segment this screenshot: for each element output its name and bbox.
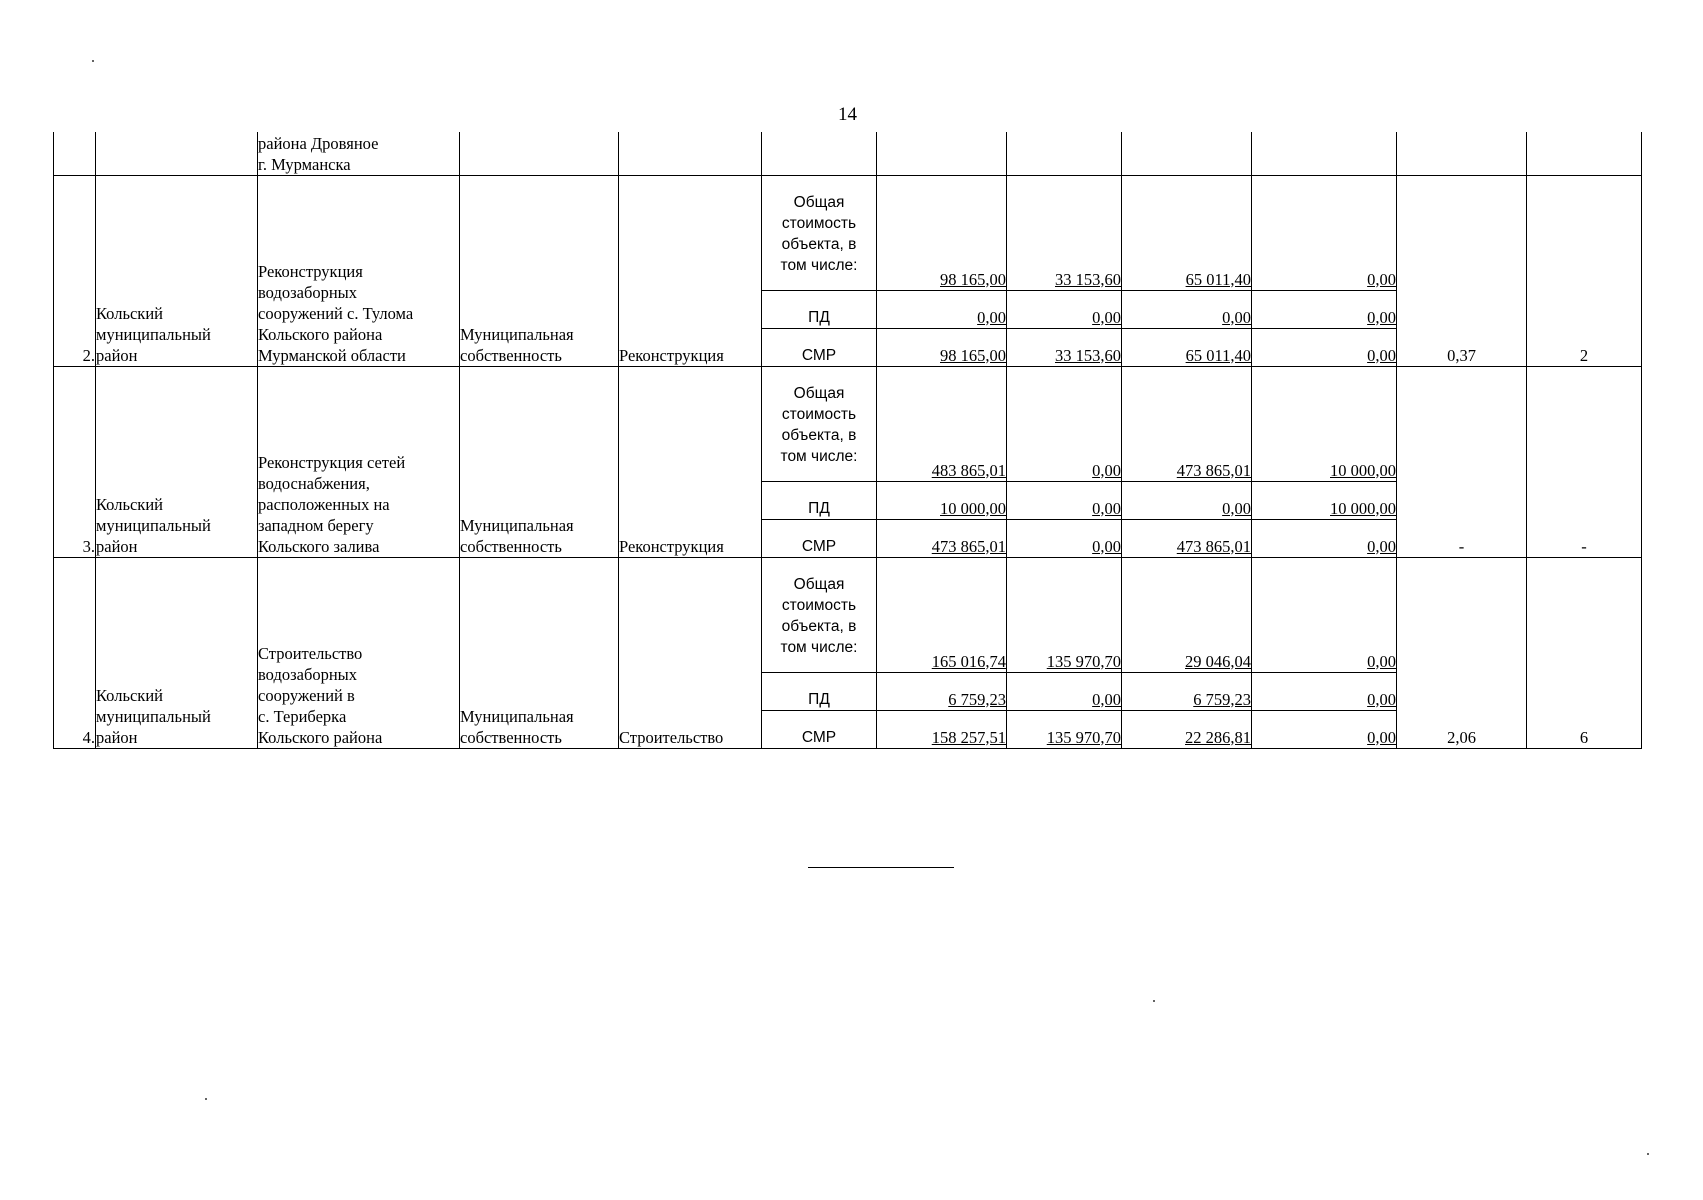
amount: 10 000,00 [1330,498,1396,518]
amount: 473 865,01 [931,536,1006,556]
cost-type-line: Общая [793,193,845,211]
federal-budget-value [1007,328,1122,366]
table-row [54,366,1642,481]
federal-budget-value [1007,366,1122,481]
total-cost-value [877,710,1007,748]
amount: 10 000,00 [1330,460,1396,480]
cost-type-line: том числе: [780,638,858,656]
investment-objects-table [53,132,1642,749]
cost-type-line: объекта, в [781,235,857,253]
page-number: 14 [838,104,857,125]
amount: 6 759,23 [1193,689,1251,709]
work-type-cell: Реконструкция [619,175,762,366]
amount: 0,00 [1367,651,1396,671]
amount: 0,00 [1092,536,1121,556]
amount: 0,00 [1367,307,1396,327]
amount: 135 970,70 [1046,727,1121,747]
federal-budget-value [1007,710,1122,748]
municipality-line: Кольский [96,494,163,514]
regional-budget-value [1122,557,1252,672]
amount: 135 970,70 [1046,651,1121,671]
cost-type-cell [762,557,877,672]
amount: 98 165,00 [940,345,1006,365]
continued-object-name [258,132,460,175]
amount: 0,00 [1092,689,1121,709]
count-cell: - [1527,366,1642,557]
object-name-line: Строительство [258,643,363,663]
cost-type-line: ПД [808,499,830,517]
cost-type-line: ПД [808,690,830,708]
local-budget-value [1252,672,1397,710]
cost-type-cell [762,519,877,557]
table-row [54,175,1642,290]
cost-type-cell [762,672,877,710]
object-name-line: водоснабжения, [258,473,370,493]
scan-speck [205,1098,207,1100]
municipality-line: Кольский [96,685,163,705]
amount: 0,00 [1367,536,1396,556]
object-name-line: расположенных на [258,494,390,514]
regional-budget-value [1122,366,1252,481]
row-number: 4. [54,557,96,748]
amount: 22 286,81 [1185,727,1251,747]
total-cost-value [877,328,1007,366]
continuation-line: района Дровяное [258,133,379,153]
regional-budget-value [1122,672,1252,710]
scan-speck [1647,1153,1649,1155]
cost-type-cell [762,710,877,748]
amount: 473 865,01 [1176,460,1251,480]
federal-budget-value [1007,290,1122,328]
local-budget-value [1252,366,1397,481]
cost-type-line: Общая [793,575,845,593]
scan-speck [92,60,94,62]
amount: 6 759,23 [948,689,1006,709]
cost-type-line: стоимость [781,405,857,423]
regional-budget-value [1122,175,1252,290]
total-cost-value [877,519,1007,557]
local-budget-value [1252,328,1397,366]
regional-budget-value [1122,519,1252,557]
amount: 33 153,60 [1055,269,1121,289]
amount: 0,00 [1367,689,1396,709]
municipality-line: муниципальный [96,324,211,344]
cost-type-line: том числе: [780,256,858,274]
municipality-cell [96,175,258,366]
scan-speck [1153,1000,1155,1002]
federal-budget-value [1007,672,1122,710]
object-name-line: Кольского района [258,324,383,344]
amount: 0,00 [1367,727,1396,747]
cost-type-line: СМР [801,537,837,555]
regional-budget-value [1122,328,1252,366]
amount: 165 016,74 [931,651,1006,671]
ownership-line: собственность [460,345,562,365]
municipality-line: район [96,536,138,556]
cost-type-line: ПД [808,308,830,326]
municipality-line: район [96,727,138,747]
amount: 0,00 [1367,269,1396,289]
amount: 0,00 [977,307,1006,327]
total-cost-value [877,481,1007,519]
local-budget-value [1252,175,1397,290]
amount: 10 000,00 [940,498,1006,518]
continuation-line: г. Мурманска [258,154,351,174]
cost-type-line: стоимость [781,596,857,614]
regional-budget-value [1122,290,1252,328]
cost-type-line: объекта, в [781,426,857,444]
amount: 473 865,01 [1176,536,1251,556]
federal-budget-value [1007,175,1122,290]
end-of-table-rule [808,867,954,868]
amount: 0,00 [1092,460,1121,480]
amount: 0,00 [1367,345,1396,365]
continuation-row [54,132,1642,175]
amount: 0,00 [1222,498,1251,518]
object-name-cell [258,557,460,748]
object-name-line: Мурманской области [258,345,406,365]
object-name-line: Реконструкция сетей [258,452,406,472]
object-name-line: западном берегу [258,515,374,535]
cost-type-cell [762,175,877,290]
regional-budget-value [1122,481,1252,519]
regional-budget-value [1122,710,1252,748]
table-body [54,132,1642,748]
cost-type-line: Общая [793,384,845,402]
municipality-cell [96,557,258,748]
total-cost-value [877,175,1007,290]
cost-type-line: том числе: [780,447,858,465]
object-name-line: сооружений в [258,685,355,705]
local-budget-value [1252,481,1397,519]
capacity-cell: - [1397,366,1527,557]
amount: 65 011,40 [1185,269,1251,289]
work-type-cell: Реконструкция [619,366,762,557]
cost-type-cell [762,328,877,366]
amount: 158 257,51 [931,727,1006,747]
municipality-cell [96,366,258,557]
ownership-line: Муниципальная [460,324,574,344]
cost-type-cell [762,481,877,519]
amount: 483 865,01 [931,460,1006,480]
municipality-line: муниципальный [96,515,211,535]
federal-budget-value [1007,557,1122,672]
capacity-cell: 2,06 [1397,557,1527,748]
ownership-cell [460,175,619,366]
municipality-line: Кольский [96,303,163,323]
ownership-line: собственность [460,727,562,747]
amount: 0,00 [1222,307,1251,327]
local-budget-value [1252,290,1397,328]
total-cost-value [877,366,1007,481]
municipality-line: район [96,345,138,365]
cost-type-cell [762,290,877,328]
object-name-line: водозаборных [258,282,357,302]
local-budget-value [1252,710,1397,748]
object-name-line: водозаборных [258,664,357,684]
object-name-cell [258,175,460,366]
work-type-cell: Строительство [619,557,762,748]
amount: 0,00 [1092,498,1121,518]
cost-type-line: СМР [801,728,837,746]
count-cell: 2 [1527,175,1642,366]
total-cost-value [877,672,1007,710]
row-number: 2. [54,175,96,366]
ownership-cell [460,366,619,557]
cost-type-line: стоимость [781,214,857,232]
object-name-line: сооружений с. Тулома [258,303,414,323]
municipality-line: муниципальный [96,706,211,726]
ownership-cell [460,557,619,748]
federal-budget-value [1007,519,1122,557]
ownership-line: Муниципальная [460,515,574,535]
amount: 0,00 [1092,307,1121,327]
capacity-cell: 0,37 [1397,175,1527,366]
amount: 33 153,60 [1055,345,1121,365]
local-budget-value [1252,557,1397,672]
object-name-line: с. Териберка [258,706,347,726]
cost-type-line: объекта, в [781,617,857,635]
total-cost-value [877,290,1007,328]
federal-budget-value [1007,481,1122,519]
cost-type-cell [762,366,877,481]
table-row [54,557,1642,672]
ownership-line: собственность [460,536,562,556]
amount: 98 165,00 [940,269,1006,289]
count-cell: 6 [1527,557,1642,748]
row-number: 3. [54,366,96,557]
amount: 29 046,04 [1185,651,1251,671]
object-name-line: Кольского района [258,727,383,747]
amount: 65 011,40 [1185,345,1251,365]
object-name-line: Реконструкция [258,261,363,281]
object-name-line: Кольского залива [258,536,380,556]
local-budget-value [1252,519,1397,557]
total-cost-value [877,557,1007,672]
ownership-line: Муниципальная [460,706,574,726]
cost-type-line: СМР [801,346,837,364]
object-name-cell [258,366,460,557]
